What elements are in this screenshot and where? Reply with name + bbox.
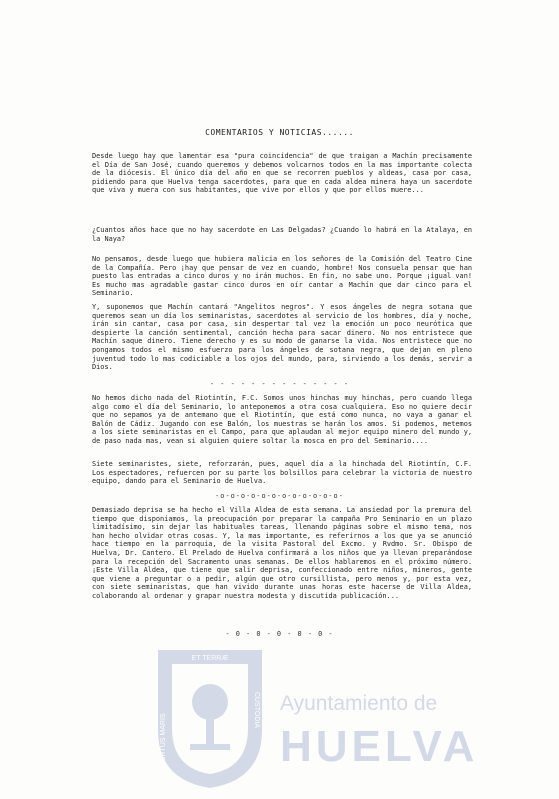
seal-text-top: ET TERRÆ	[191, 655, 229, 662]
watermark-ayuntamiento-text: Ayuntamiento de	[280, 692, 438, 715]
ayuntamiento-watermark	[150, 640, 490, 790]
paragraph-comision-teatro: No pensamos, desde luego que hubiera malicia en los señores de la Comisión del Teatro Cine de la Compañía. Pero ¡hay que pensar de vez en cuando, hombre! Nos consuela pensar que han puesto las entradas a cinco duros y no irán muchos. En fin, no sabe uno. Porque ¡igual van! Es mucho mas agradable gastar cinco duros en oír cantar a Machín que dar cinco para el Seminario.	[92, 255, 472, 298]
paragraph-angelitos-negros: Y, suponemos que Machín cantará "Angelitos negros". Y esos ángeles de negra sotana que queremos sean un día los seminaristas, sacerdotes al servicio de los hombres, día y noche, irán sin cantar, casa por casa, sin despertar tal vez la emoción un poco neurótica que despierte la canción sentimental, canción hecha para sacar dinero. No nos entristece que Machín saque dinero. Tiene derecho y es su modo de ganarse la vida. Nos entristece que no pongamos todos el mismo esfuerzo para los ángeles de sotana negra, que dejan en pleno juventud todo lo mas codiciable a los ojos del mundo, para, sirviendo a los demás, servir a Dios.	[92, 303, 472, 372]
seal-text-right: CUSTODIA	[253, 691, 260, 729]
separator-final: - 0 - 0 - 0 - 0 - 0 -	[225, 630, 334, 638]
separator-dashes: - - - - - - - - - - - - - -	[209, 380, 349, 388]
separator-circles: -o-o-o-o-o-o-o-o-o-o-o-o-	[215, 492, 344, 500]
paragraph-riotintin: No hemos dicho nada del Riotintín, F.C. Somos unos hinchas muy hinchas, pero cuando llega algo como el día del Seminario, lo anteponemos a otra cosa cualquiera. Eso no quiere decir que no sepamos ya de antemano que el Riotintín, que está como nunca, no vaya a ganar el Balón de Cádiz. Jugando con ese Balón, los muestras se harán los amos. Si podemos, metemos a los siete seminaristas en el Campo, para que aplaudan al mejor equipo minero del mundo y, de paso nada mas, vean si alguien quiere soltar la mosca en pro del Seminario....	[92, 394, 472, 445]
page-title: COMENTARIOS Y NOTICIAS......	[205, 128, 354, 137]
seal-text-left: PORTUS MARIS	[160, 713, 167, 767]
paragraph-villa-aldea: Demasiado deprisa se ha hecho el Villa Aldea de esta semana. La ansiedad por la premura del tiempo que disponíamos, la preocupación por preparar la campaña Pro Seminario en un plazo limitadísimo, sin dejar las habituales tareas, llenando páginas sobre el mismo tema, nos han hecho olvidar otras cosas. Y, la mas importante, es referirnos a los que ya se anunció hace tiempo en la parroquia, de la visita Pastoral del Excmo. y Rvdmo. Sr. Obispo de Huelva, Dr. Cantero. El Prelado de Huelva confirmará a los niños que ya llevan preparándose para la recepción del Sacramento unas semanas. De ellos hablaremos en el próximo número. ¡Este Villa Aldea, que tiene que salir deprisa, confeccionado entre niños, mineros, gente que viene a preguntar o a pedir, algún que otro cursillista, pero menos y, por esta vez, con siete seminaristas, que han vivido durante unas horas este hacerse de Villa Aldea, colaborando al ordenar y grapar nuestra modesta y discutida publicación...	[92, 506, 472, 600]
watermark-huelva-text: HUELVA	[280, 722, 479, 771]
paragraph-delgadas-question: ¿Cuantos años hace que no hay sacerdote en Las Delgadas? ¿Cuando lo habrá en la Atalaya, en la Naya?	[92, 226, 472, 243]
paragraph-siete-seminaristas: Siete seminaristes, siete, reforzarán, pues, aquel día a la hinchada del Riotintín, C.F. Los espectadores, refuercen por su parte los bolsillos para celebrar la victoria de nuestro equipo, dando para el Seminario de Huelva.	[92, 460, 472, 486]
paragraph-machin-colecta: Desde luego hay que lamentar esa "pura coincidencia" de que traigan a Machín precisamente el Día de San José, cuando queremos y debemos volcarnos todos en la mas importante colecta de la diócesis. El único día del año en que se recorren pueblos y aldeas, casa por casa, pidiendo para que Huelva tenga sacerdotes, para que en cada aldea minera haya un sacerdote que viva y muera con sus habitantes, que vive por ellos y que por ellos muere...	[92, 152, 472, 195]
city-seal-icon	[150, 640, 270, 790]
